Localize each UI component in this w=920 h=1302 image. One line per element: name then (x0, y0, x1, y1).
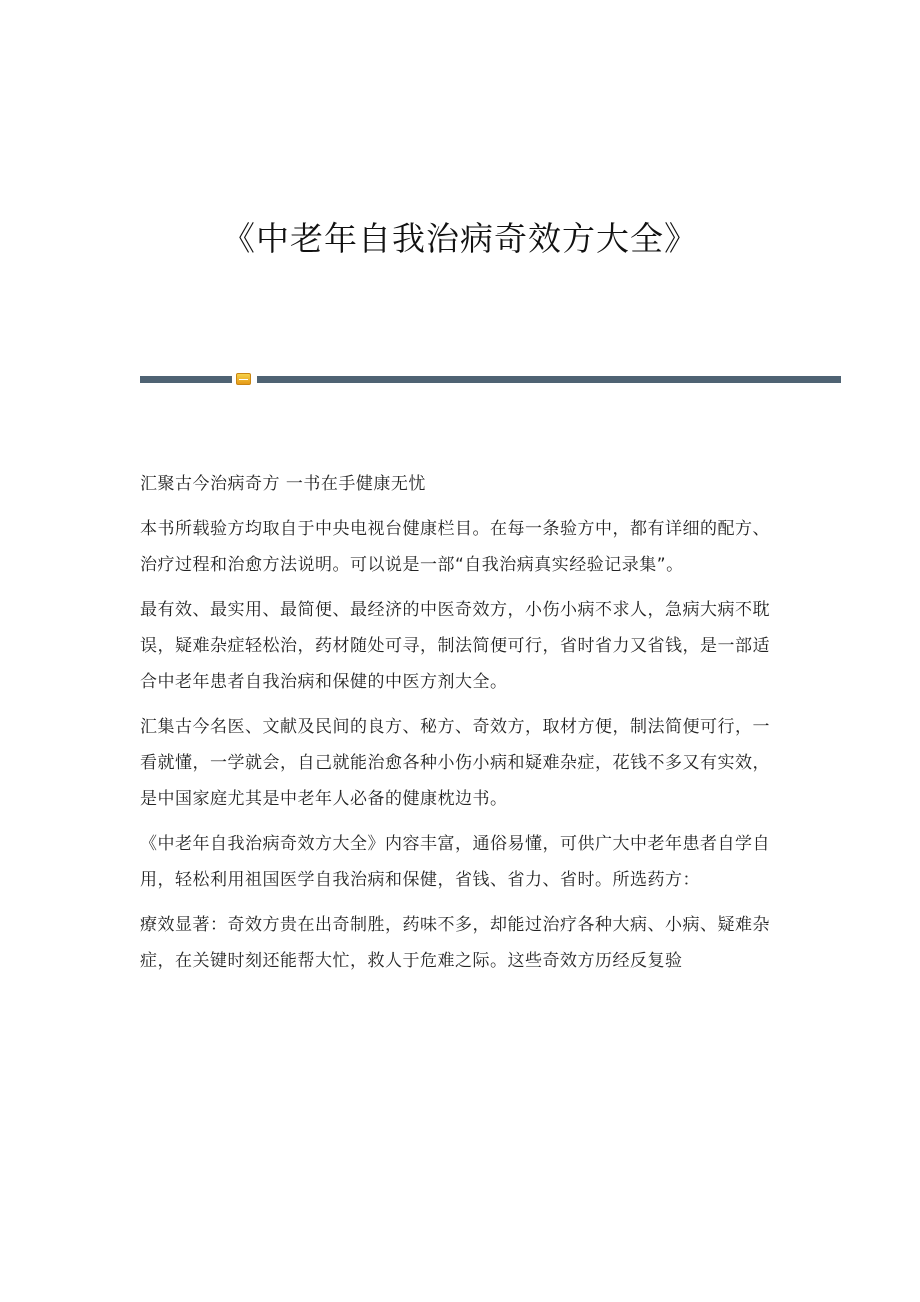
paragraph-3: 汇集古今名医、文献及民间的良方、秘方、奇效方，取材方便，制法简便可行，一看就懂，一学就会，自己就能治愈各种小伤小病和疑难杂症，花钱不多又有实效，是中国家庭尤其是中老年人必备的健康枕边书。 (140, 717, 770, 809)
paragraph-5: 療效显著：奇效方贵在出奇制胜，药味不多，却能过治疗各种大病、小病、疑难杂症，在关键时刻还能帮大忙，救人于危难之际。这些奇效方历经反复验 (140, 915, 770, 971)
document-title: 《中老年自我治病奇效方大全》 (222, 219, 698, 258)
paragraph-4: 《中老年自我治病奇效方大全》内容丰富，通俗易懂，可供广大中老年患者自学自用，轻松利用祖国医学自我治病和保健，省钱、省力、省时。所选药方： (140, 834, 770, 890)
document-body (140, 466, 780, 988)
divider-left-bar (140, 376, 232, 383)
paragraph-1: 本书所载验方均取自于中央电视台健康栏目。在每一条验方中，都有详细的配方、治疗过程和治愈方法说明。可以说是一部“自我治病真实经验记录集”。 (140, 519, 770, 575)
document-subtitle: 汇聚古今治病奇方 一书在手健康无忧 (140, 474, 426, 494)
document-divider-icon (236, 373, 251, 385)
divider-right-bar (257, 376, 841, 383)
paragraph-2: 最有效、最实用、最简便、最经济的中医奇效方，小伤小病不求人，急病大病不耽误，疑难杂症轻松治，药材随处可寻，制法简便可行，省时省力又省钱，是一部适合中老年患者自我治病和保健的中医方剂大全。 (140, 600, 770, 692)
